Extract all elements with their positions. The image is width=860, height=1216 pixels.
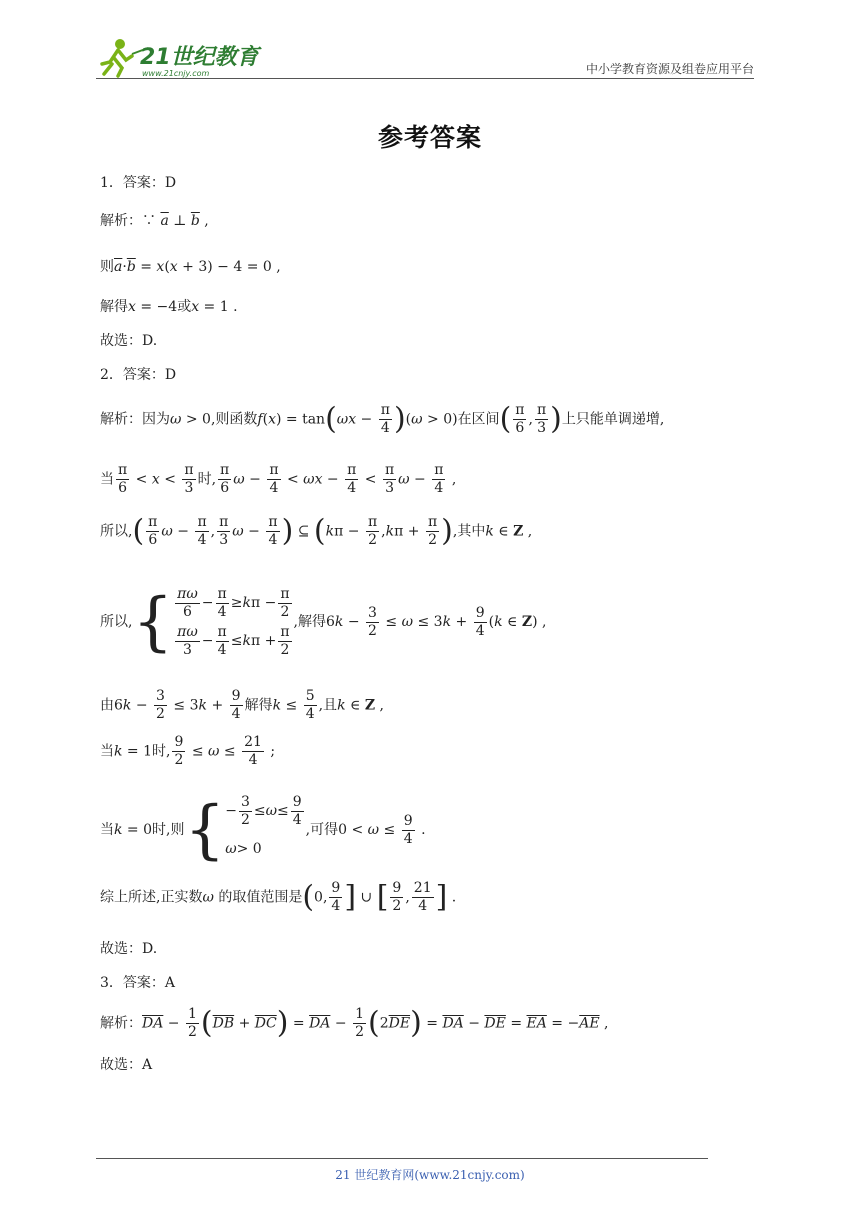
q2-analysis-line1: 解析：因为ω > 0,则函数f(x) = tan(ωx − $\frac{\pi}{4}$ )(ω > 0)在区间( $\frac{\pi}{6}$ , $\frac{\pi}{3}$ )上只能单调递增, — [100, 401, 665, 437]
q1-analysis-line2: 则$\overline{a}\cdot\overline{b} = x(x + 3) - 4 = 0$ , — [100, 259, 281, 275]
footer-divider — [96, 1158, 708, 1159]
svg-text:21世纪教育: 21世纪教育 — [140, 45, 259, 70]
q2-answer: 2．答案：D — [100, 367, 177, 383]
footer-link[interactable]: 21 世纪教育网(www.21cnjy.com) — [335, 1168, 525, 1182]
q2-analysis-line4: 所以,{ $\frac{\pi\omega}{6}$ − $\frac{\pi}{4}$ ≥ k π − $\frac{\pi}{2}$ $\frac{\pi\omega}{3}$ − $\frac{\pi}{4}$ ≤ k π + $\frac{\pi}{2}$ ,解得6k − $\frac{3}{2}$ ≤ ω ≤ 3k + $\frac{9}{4}$ (k ∈ Z) , — [100, 585, 547, 659]
q3-answer: 3．答案：A — [100, 975, 176, 991]
q2-analysis-line5: 由6k − $\frac{3}{2}$ ≤ 3k + $\frac{9}{4}$ 解得k ≤ $\frac{5}{4}$ ,且k ∈ Z , — [100, 688, 384, 722]
q2-choice: 故选：D. — [100, 941, 158, 957]
q2-analysis-line3: 所以,( $\frac{\pi}{6}$ ω − $\frac{\pi}{4}$ , $\frac{\pi}{3}$ ω − $\frac{\pi}{4}$ ) ⊆ (kπ − $\frac{\pi}{2}$ ,kπ + $\frac{\pi}{2}$ ),其中k ∈ Z , — [100, 513, 533, 549]
q2-analysis-line8: 综上所述,正实数ω 的取值范围是(0, $\frac{9}{4}$ ] ∪ [ $\frac{9}{2}$ , $\frac{21}{4}$ ] . — [100, 879, 457, 915]
q1-analysis-line3: 解得x = −4或x = 1 . — [100, 299, 238, 315]
q2-analysis-line7: 当k = 0时,则{ − $\frac{3}{2}$ ≤ ω ≤ $\frac{9}{4}$ ω > 0 ,可得0 < ω ≤ $\frac{9}{4}$ . — [100, 793, 426, 867]
svg-text:www.21cnjy.com: www.21cnjy.com — [142, 69, 210, 78]
q2-analysis-line2: 当 $\frac{\pi}{6}$ < x < $\frac{\pi}{3}$ 时, $\frac{\pi}{6}$ ω − $\frac{\pi}{4}$ < ωx − $\frac{\pi}{4}$ < $\frac{\pi}{3}$ ω − $\frac{\pi}{4}$ , — [100, 462, 457, 496]
page-title: 参考答案 — [377, 123, 482, 152]
header-divider — [96, 78, 754, 79]
q1-choice: 故选：D. — [100, 333, 158, 349]
q3-analysis-line1: 解析：$\overline{DA}$ − $\frac{1}{2}$ $(\overline{DB} + \overline{DC}) = \overline{DA}$ − $\frac{1}{2}$ $(2\overline{DE}) = \overline{DA} - \overline{DE} = \overline{EA} = -\overline{AE}$ , — [100, 1005, 609, 1041]
q2-analysis-line6: 当k = 1时, $\frac{9}{2}$ ≤ ω ≤ $\frac{21}{4}$ ; — [100, 734, 276, 768]
site-logo[interactable] — [96, 34, 276, 80]
q3-choice: 故选：A — [100, 1057, 153, 1073]
header-platform-text: 中小学教育资源及组卷应用平台 — [585, 62, 754, 76]
q1-answer: 1．答案：D — [100, 175, 177, 191]
q1-analysis-line1: 解析：∵ $\overline{a}$ ⊥ $\overline{b}$ , — [100, 213, 209, 229]
